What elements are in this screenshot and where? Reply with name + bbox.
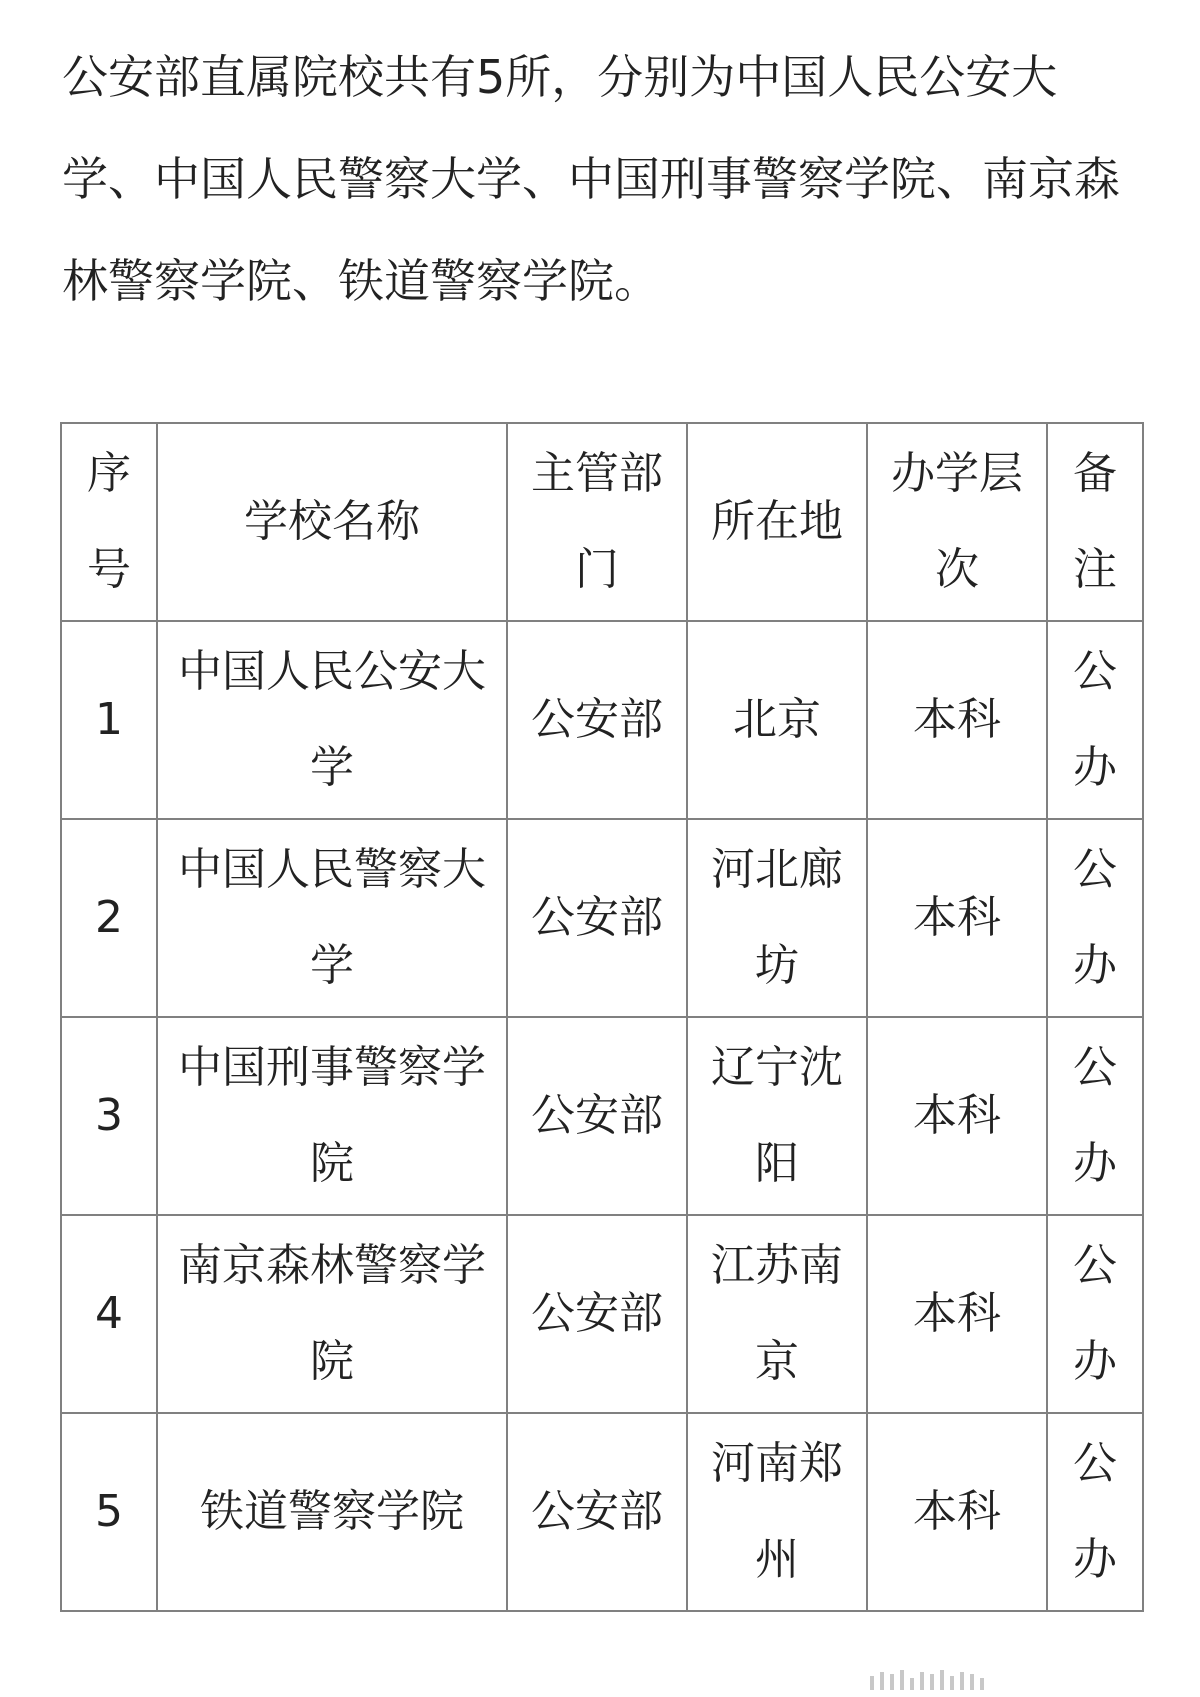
- cell-authority: 公安部: [507, 819, 687, 1017]
- cell-level: 本科: [867, 621, 1047, 819]
- header-remark: 备注: [1047, 423, 1143, 621]
- cell-index: 2: [61, 819, 157, 1017]
- cell-location: 江苏南京: [687, 1215, 867, 1413]
- cell-remark: 公办: [1047, 1017, 1143, 1215]
- cell-authority: 公安部: [507, 1413, 687, 1611]
- table-row: [61, 819, 1143, 1017]
- schools-table: [60, 422, 1144, 1612]
- cell-level: 本科: [867, 1215, 1047, 1413]
- cell-school-name: 中国刑事警察学院: [157, 1017, 507, 1215]
- watermark-logo: [870, 1664, 984, 1690]
- header-authority: 主管部门: [507, 423, 687, 621]
- cell-school-name: 中国人民警察大学: [157, 819, 507, 1017]
- cell-level: 本科: [867, 1413, 1047, 1611]
- table-row: [61, 1413, 1143, 1611]
- cell-index: 5: [61, 1413, 157, 1611]
- cell-location: 河南郑州: [687, 1413, 867, 1611]
- cell-location: 辽宁沈阳: [687, 1017, 867, 1215]
- table-row: [61, 1215, 1143, 1413]
- cell-location: 河北廊坊: [687, 819, 867, 1017]
- cell-remark: 公办: [1047, 621, 1143, 819]
- cell-remark: 公办: [1047, 1413, 1143, 1611]
- cell-index: 3: [61, 1017, 157, 1215]
- header-index: 序号: [61, 423, 157, 621]
- cell-index: 1: [61, 621, 157, 819]
- cell-level: 本科: [867, 1017, 1047, 1215]
- cell-authority: 公安部: [507, 1017, 687, 1215]
- header-level: 办学层次: [867, 423, 1047, 621]
- table-header-row: [61, 423, 1143, 621]
- table-row: [61, 1017, 1143, 1215]
- cell-location: 北京: [687, 621, 867, 819]
- cell-school-name: 南京森林警察学院: [157, 1215, 507, 1413]
- header-location: 所在地: [687, 423, 867, 621]
- cell-authority: 公安部: [507, 621, 687, 819]
- cell-index: 4: [61, 1215, 157, 1413]
- table-row: [61, 621, 1143, 819]
- cell-authority: 公安部: [507, 1215, 687, 1413]
- cell-school-name: 中国人民公安大学: [157, 621, 507, 819]
- cell-level: 本科: [867, 819, 1047, 1017]
- header-school-name: 学校名称: [157, 423, 507, 621]
- intro-paragraph: 公安部直属院校共有5所，分别为中国人民公安大学、中国人民警察大学、中国刑事警察学院、南京森林警察学院、铁道警察学院。: [62, 50, 1120, 308]
- cell-school-name: 铁道警察学院: [157, 1413, 507, 1611]
- cell-remark: 公办: [1047, 1215, 1143, 1413]
- cell-remark: 公办: [1047, 819, 1143, 1017]
